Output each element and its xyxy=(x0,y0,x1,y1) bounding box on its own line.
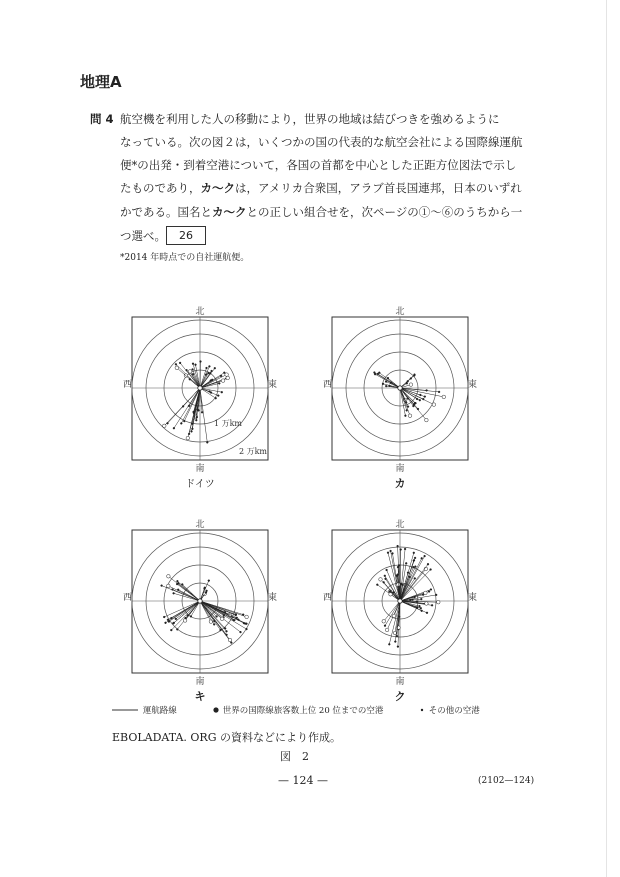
airport-dot xyxy=(240,631,242,633)
airport-dot xyxy=(189,378,191,380)
airport-dot xyxy=(180,423,182,425)
answer-box: 26 xyxy=(166,226,206,245)
airport-dot xyxy=(192,369,194,371)
airport-dot xyxy=(230,642,232,644)
airport-dot xyxy=(392,553,394,555)
airport-dot xyxy=(170,629,172,631)
airport-dot xyxy=(416,601,418,603)
airport-dot xyxy=(223,372,225,374)
major-airport-dot xyxy=(167,575,171,579)
question-number: 問 4 xyxy=(90,112,114,126)
airport-dot xyxy=(221,391,223,393)
airport-dot xyxy=(438,391,440,393)
major-airport-dot xyxy=(221,379,225,383)
airport-dot xyxy=(196,416,198,418)
airport-dot xyxy=(413,375,415,377)
airport-dot xyxy=(384,625,386,627)
airport-dot xyxy=(220,375,222,377)
airport-dot xyxy=(213,624,215,626)
airport-dot xyxy=(420,607,422,609)
airport-dot xyxy=(190,616,192,618)
airport-dot xyxy=(233,619,235,621)
airport-dot xyxy=(195,419,197,421)
major-airport-dot xyxy=(432,403,436,407)
airport-dot xyxy=(400,583,402,585)
airport-dot xyxy=(192,363,194,365)
airport-dot xyxy=(170,617,172,619)
ring-label-inner: 1 万km xyxy=(213,419,243,428)
west-label: 西 xyxy=(323,593,333,603)
airport-dot xyxy=(246,628,248,630)
airport-dot xyxy=(414,578,416,580)
question-line-5: かである。国名とカ～クとの正しい組合せを，次ページの①～⑥のうちから一 xyxy=(120,205,523,219)
airport-dot xyxy=(185,617,187,619)
east-label: 東 xyxy=(467,593,477,603)
airport-dot xyxy=(397,646,399,648)
airport-dot xyxy=(224,628,226,630)
airport-dot xyxy=(424,555,426,557)
panel-label-ku: ク xyxy=(394,690,406,703)
airport-dot xyxy=(404,548,406,550)
major-airport-dot xyxy=(409,383,413,387)
south-label: 南 xyxy=(395,677,405,686)
airport-dot xyxy=(167,422,169,424)
map-panel-ka xyxy=(320,305,480,477)
east-label: 東 xyxy=(467,380,477,390)
airport-dot xyxy=(394,641,396,643)
footnote: *2014 年時点での自社運航便。 xyxy=(120,253,250,263)
airport-dot xyxy=(414,557,416,559)
question-line-2: なっている。次の図２は，いくつかの国の代表的な航空会社による国際線運航 xyxy=(120,135,523,149)
airport-dot xyxy=(430,589,432,591)
airport-dot xyxy=(217,395,219,397)
airport-dot xyxy=(177,589,179,591)
airport-dot xyxy=(168,621,170,623)
airport-dot xyxy=(387,552,389,554)
major-airport-dot xyxy=(382,620,386,624)
east-label: 東 xyxy=(267,593,277,603)
airport-dot xyxy=(209,366,211,368)
azimuthal-map xyxy=(120,518,280,686)
capital-point xyxy=(198,599,202,603)
airport-dot xyxy=(400,549,402,551)
airport-dot xyxy=(195,364,197,366)
route-line xyxy=(162,586,200,601)
major-airport-dot xyxy=(385,628,389,632)
airport-dot xyxy=(405,562,407,564)
airport-dot xyxy=(413,404,415,406)
airport-dot xyxy=(376,584,378,586)
airport-dot xyxy=(176,629,178,631)
major-airport-dot-icon xyxy=(212,705,220,713)
airport-dot xyxy=(386,569,388,571)
north-label: 北 xyxy=(395,307,405,317)
airport-dot xyxy=(218,383,220,385)
airport-dot xyxy=(406,410,408,412)
airport-dot xyxy=(431,604,433,606)
airport-dot xyxy=(211,379,213,381)
figure-caption: 図 2 xyxy=(280,750,309,763)
airport-dot xyxy=(181,584,183,586)
airport-dot xyxy=(193,412,195,414)
major-airport-dot xyxy=(392,614,396,618)
legend-other-airport: その他の空港 xyxy=(418,704,480,716)
section-title: 地理A xyxy=(80,73,122,91)
airport-dot xyxy=(207,372,209,374)
airport-dot xyxy=(424,396,426,398)
route-line xyxy=(400,558,422,601)
south-label: 南 xyxy=(195,464,205,473)
other-airport-dot-icon xyxy=(418,705,426,713)
airport-dot xyxy=(416,398,418,400)
airport-dot xyxy=(383,581,385,583)
airport-dot xyxy=(397,574,399,576)
airport-dot xyxy=(382,383,384,385)
airport-dot xyxy=(183,420,185,422)
legend-major-airport: 世界の国際線旅客数上位 20 位までの空港 xyxy=(212,704,383,716)
major-airport-dot xyxy=(167,584,171,588)
source-note: EBOLADATA. ORG の資料などにより作成。 xyxy=(112,731,342,744)
airport-dot xyxy=(414,596,416,598)
airport-dot xyxy=(175,363,177,365)
airport-dot xyxy=(220,629,222,631)
airport-dot xyxy=(175,618,177,620)
airport-dot xyxy=(415,566,417,568)
airport-dot xyxy=(235,614,237,616)
airport-dot xyxy=(173,427,175,429)
airport-dot xyxy=(179,362,181,364)
south-label: 南 xyxy=(395,464,405,473)
airport-dot xyxy=(390,550,392,552)
airport-dot xyxy=(435,594,437,596)
question-line-6: つ選べ。 xyxy=(120,229,166,243)
airport-dot xyxy=(200,361,202,363)
airport-dot xyxy=(201,411,203,413)
major-airport-dot xyxy=(220,617,224,621)
map-panel-germany xyxy=(120,305,280,477)
airport-dot xyxy=(419,605,421,607)
route-line-icon xyxy=(112,705,140,713)
south-label: 南 xyxy=(195,677,205,686)
airport-dot xyxy=(206,442,208,444)
capital-point xyxy=(398,599,402,603)
airport-dot xyxy=(419,399,421,401)
major-airport-dot xyxy=(188,370,192,374)
airport-dot xyxy=(191,431,193,433)
airport-dot xyxy=(402,584,404,586)
major-airport-dot xyxy=(408,414,412,418)
ring-label-outer: 2 万km xyxy=(238,447,268,456)
airport-dot xyxy=(177,580,179,582)
major-airport-dot xyxy=(186,436,190,440)
airport-dot xyxy=(374,372,376,374)
airport-dot xyxy=(167,619,169,621)
major-airport-dot xyxy=(442,395,446,399)
airport-dot xyxy=(397,545,399,547)
airport-dot xyxy=(428,591,430,593)
panel-label-ka: カ xyxy=(394,477,406,490)
airport-dot xyxy=(410,378,412,380)
azimuthal-map xyxy=(320,518,480,686)
question-line-3: 便*の出発・到着空港について，各国の首都を中心とした正距方位図法で示し xyxy=(120,158,517,172)
airport-dot xyxy=(209,372,211,374)
major-airport-dot xyxy=(175,366,179,370)
major-airport-dot xyxy=(379,578,383,582)
airport-dot xyxy=(244,623,246,625)
north-label: 北 xyxy=(195,520,205,530)
airport-dot xyxy=(165,622,167,624)
airport-dot xyxy=(226,630,228,632)
airport-dot xyxy=(385,381,387,383)
north-label: 北 xyxy=(195,307,205,317)
airport-dot xyxy=(426,612,428,614)
major-airport-dot xyxy=(425,602,429,606)
airport-dot xyxy=(385,385,387,387)
major-airport-dot xyxy=(209,620,213,624)
airport-dot xyxy=(388,643,390,645)
azimuthal-map xyxy=(120,305,280,473)
airport-dot xyxy=(242,614,244,616)
major-airport-dot xyxy=(225,373,229,377)
airport-dot xyxy=(173,592,175,594)
airport-dot xyxy=(192,373,194,375)
route-bundle xyxy=(163,361,230,444)
major-airport-dot xyxy=(183,619,187,623)
binding-edge xyxy=(606,0,607,877)
airport-dot xyxy=(209,391,211,393)
airport-dot xyxy=(236,617,238,619)
airport-dot xyxy=(417,408,419,410)
panel-label-ki: キ xyxy=(194,690,206,703)
airport-dot xyxy=(216,616,218,618)
capital-point xyxy=(398,386,402,390)
airport-dot xyxy=(208,580,210,582)
page-code: (2102—124) xyxy=(478,776,535,786)
airport-dot xyxy=(421,557,423,559)
major-airport-dot xyxy=(245,615,249,619)
airport-dot xyxy=(420,598,422,600)
legend-route: 運航路線 xyxy=(112,704,177,716)
airport-dot xyxy=(215,397,217,399)
east-label: 東 xyxy=(267,380,277,390)
major-airport-dot xyxy=(437,600,441,604)
west-label: 西 xyxy=(123,593,133,603)
airport-dot xyxy=(186,369,188,371)
route-bundle xyxy=(376,545,440,647)
airport-dot xyxy=(430,569,432,571)
airport-dot xyxy=(163,616,165,618)
capital-point xyxy=(198,386,202,390)
route-line xyxy=(186,601,201,618)
airport-dot xyxy=(384,575,386,577)
north-label: 北 xyxy=(395,520,405,530)
airport-dot xyxy=(178,582,180,584)
airport-dot xyxy=(214,367,216,369)
airport-dot xyxy=(413,552,415,554)
airport-dot xyxy=(172,622,174,624)
major-airport-dot xyxy=(228,638,232,642)
major-airport-dot xyxy=(163,424,167,428)
route-line xyxy=(200,388,207,442)
west-label: 西 xyxy=(323,380,333,390)
airport-dot xyxy=(407,406,409,408)
page-number: — 124 — xyxy=(278,774,328,787)
route-line xyxy=(187,370,200,388)
major-airport-dot xyxy=(425,418,429,422)
airport-dot xyxy=(396,635,398,637)
question-line-1: 航空機を利用した人の移動により，世界の地域は結びつきを強めるように xyxy=(120,112,500,126)
airport-dot xyxy=(205,374,207,376)
airport-dot xyxy=(205,592,207,594)
question-line-4: たものであり，カ～クは，アメリカ合衆国，アラブ首長国連邦，日本のいずれ xyxy=(120,181,522,195)
major-airport-dot xyxy=(424,591,428,595)
map-panel-ki xyxy=(120,518,280,690)
airport-dot xyxy=(161,585,163,587)
west-label: 西 xyxy=(123,380,133,390)
airport-dot xyxy=(188,433,190,435)
panel-label-germany: ドイツ xyxy=(185,479,215,490)
airport-dot xyxy=(405,415,407,417)
airport-dot xyxy=(192,428,194,430)
airport-dot xyxy=(206,367,208,369)
airport-dot xyxy=(427,563,429,565)
airport-dot xyxy=(413,560,415,562)
airport-dot xyxy=(413,566,415,568)
azimuthal-map xyxy=(320,305,480,473)
map-panel-ku xyxy=(320,518,480,690)
airport-dot xyxy=(204,587,206,589)
